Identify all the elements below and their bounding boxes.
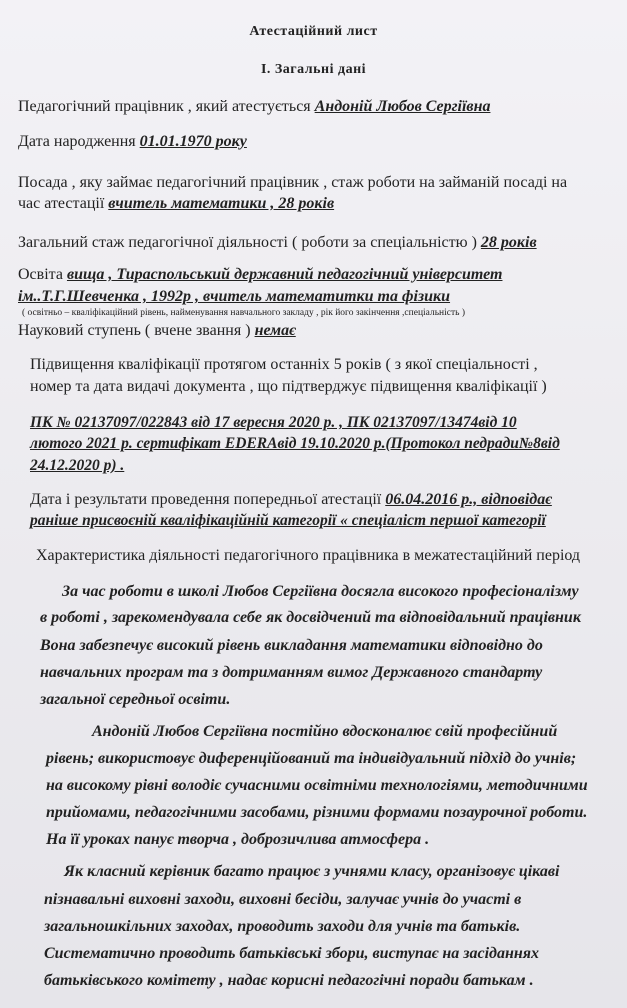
paragraph-3-line: Систематично проводить батьківські збори, виступає на засіданнях: [44, 945, 539, 962]
total-exp-label: Загальний стаж педагогічної діяльності ( роботи за спеціальністю ): [18, 234, 477, 251]
position-row: [18, 194, 334, 214]
paragraph-1-line: в роботі , зарекомендувала себе як досвідчений та відповідальний працівник: [40, 609, 581, 626]
document-title: Атестаційний лист: [249, 24, 378, 39]
paragraph-3-line: пізнавальні виховні заходи, виховні бесіди, залучає учнів до участі в: [44, 891, 522, 908]
paragraph-2-line: Андоній Любов Сергіївна постійно вдосконалює свій професійний: [92, 723, 558, 740]
education-note: ( освітньо – кваліфікаційний рівень, найменування навчального закладу , рік його закінчення ,спеціальність ): [22, 308, 466, 318]
section-heading: І. Загальні дані: [260, 62, 367, 77]
paragraph-2-line: На її уроках панує творча , доброзичлива атмосфера .: [46, 831, 430, 848]
paragraph-3-line: загальношкільних заходах, проводить заходи для учнів та батьків.: [44, 918, 521, 935]
characteristic-heading: Характеристика діяльності педагогічного працівника в межатестаційний період: [36, 547, 581, 564]
worker-label: Педагогічний працівник , який атестується: [18, 98, 311, 115]
previous-attestation-row: [30, 490, 552, 510]
paragraph-3-line: батьківського комітету , надає корисні педагогічні поради батькам .: [44, 972, 534, 989]
paragraph-2-line: рівень; використовує диференційований та індивідуальний підхід до учнів;: [46, 750, 577, 767]
position-value: вчитель математики , 28 років: [108, 195, 335, 212]
worker-row: [18, 97, 490, 117]
dob-value: 01.01.1970 року: [139, 133, 247, 150]
worker-value: Андоній Любов Сергіївна: [314, 98, 491, 115]
dob-row: [18, 132, 247, 152]
education-value-1: вища , Тираспольський державний педагогічний університет: [66, 266, 503, 283]
paragraph-1-line: навчальних програм та з дотриманням вимог Державного стандарту: [40, 664, 543, 681]
qualification-line-1: Підвищення кваліфікації протягом останніх 5 років ( з якої спеціальності ,: [30, 356, 538, 373]
previous-attestation-value-2: раніше присвоєній кваліфікаційній категорії « спеціаліст першої категорії: [30, 512, 546, 529]
education-label: Освіта: [18, 266, 63, 283]
qualification-line-2: номер та дата видачі документа , що підтверджує підвищення кваліфікації ): [30, 378, 547, 395]
total-exp-row: [18, 233, 537, 253]
dob-label: Дата народження: [18, 133, 136, 150]
degree-label: Науковий ступень ( вчене звання ): [18, 322, 251, 339]
paragraph-1-line: загальної середньої освіти.: [40, 691, 231, 708]
qualification-value-3: 24.12.2020 р) .: [30, 457, 125, 474]
previous-attestation-label: Дата і результати проведення попередньої атестації: [30, 491, 382, 508]
total-exp-value: 28 років: [480, 234, 537, 251]
degree-row: [18, 321, 296, 341]
position-line-1: Посада , яку займає педагогічний працівник , стаж роботи на займаній посаді на: [18, 174, 568, 191]
education-row: [18, 265, 502, 285]
position-label: час атестації: [18, 195, 105, 212]
qualification-value-1: ПК № 02137097/022843 від 17 вересня 2020 р. , ПК 02137097/13474від 10: [30, 414, 517, 431]
paragraph-1-line: За час роботи в школі Любов Сергіївна досягла високого професіоналізму: [62, 583, 579, 600]
qualification-value-2: лютого 2021 р. сертифікат EDERAвід 19.10.2020 р.(Протокол педради№8від: [30, 435, 560, 452]
education-value-2: ім..Т.Г.Шевченка , 1992р , вчитель математитки та фізики: [18, 288, 451, 305]
degree-value: немає: [254, 322, 296, 339]
paragraph-2-line: прийомами, педагогічними засобами, різними формами позаурочної роботи.: [46, 804, 588, 821]
paragraph-3-line: Як класний керівник багато працює з учнями класу, організовує цікаві: [64, 863, 560, 880]
paragraph-1-line: Вона забезпечує високий рівень викладання математики відповідно до: [40, 637, 543, 654]
previous-attestation-value-1: 06.04.2016 р., відповідає: [385, 491, 552, 508]
paragraph-2-line: на високому рівні володіє сучасними освітніми технологіями, методичними: [46, 777, 588, 794]
